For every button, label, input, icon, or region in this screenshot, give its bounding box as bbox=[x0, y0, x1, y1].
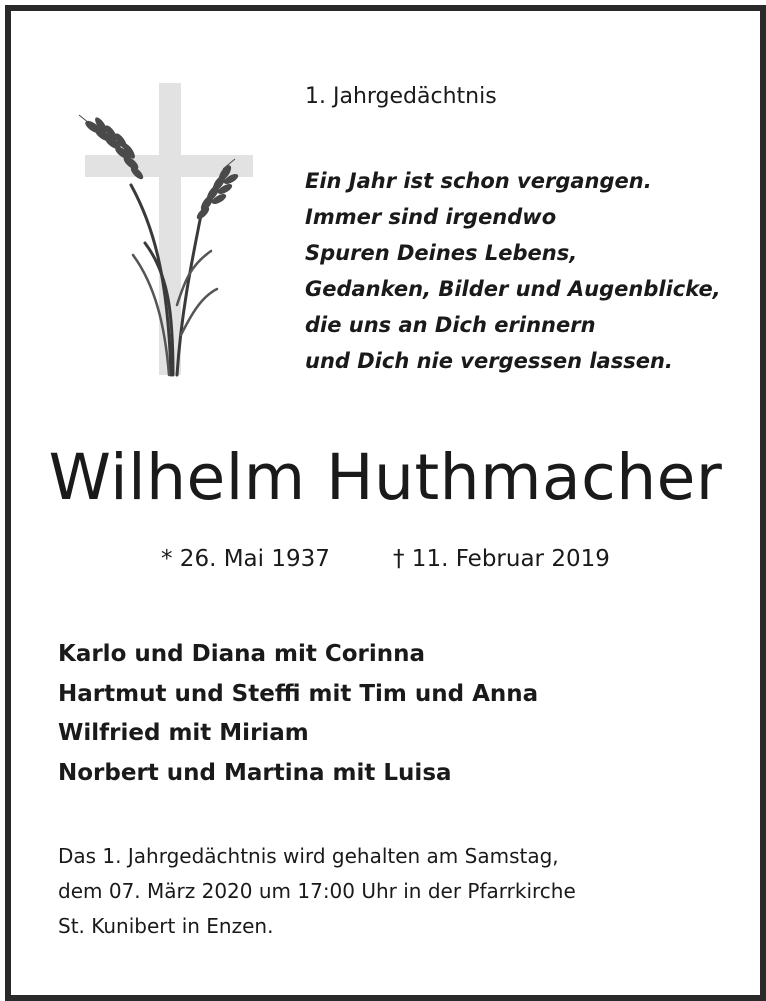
family-list bbox=[58, 635, 538, 793]
service-line: St. Kunibert in Enzen. bbox=[58, 914, 274, 938]
service-line: dem 07. März 2020 um 17:00 Uhr in der Pfarrkirche bbox=[58, 879, 576, 903]
poem-line: Immer sind irgendwo bbox=[305, 205, 557, 229]
anniversary-heading: 1. Jahrgedächtnis bbox=[305, 84, 497, 109]
poem-line: Spuren Deines Lebens, bbox=[305, 241, 578, 265]
obituary-notice bbox=[5, 5, 766, 1001]
poem-line: die uns an Dich erinnern bbox=[305, 313, 596, 337]
family-line: Wilfried mit Miriam bbox=[58, 720, 309, 746]
cross-with-wheat-icon bbox=[73, 75, 253, 380]
deceased-name: Wilhelm Huthmacher bbox=[48, 441, 723, 514]
family-line: Karlo und Diana mit Corinna bbox=[58, 641, 426, 667]
service-announcement bbox=[58, 839, 576, 944]
poem-line: Gedanken, Bilder und Augenblicke, bbox=[305, 277, 721, 301]
death-date: † 11. Februar 2019 bbox=[393, 546, 610, 572]
birth-date: * 26. Mai 1937 bbox=[161, 546, 330, 572]
family-line: Hartmut und Steffi mit Tim und Anna bbox=[58, 680, 539, 707]
family-line: Norbert und Martina mit Luisa bbox=[58, 759, 452, 786]
memorial-poem bbox=[305, 163, 721, 379]
poem-line: und Dich nie vergessen lassen. bbox=[305, 349, 673, 373]
poem-line: Ein Jahr ist schon vergangen. bbox=[305, 169, 652, 193]
service-line: Das 1. Jahrgedächtnis wird gehalten am Samstag, bbox=[58, 844, 559, 868]
